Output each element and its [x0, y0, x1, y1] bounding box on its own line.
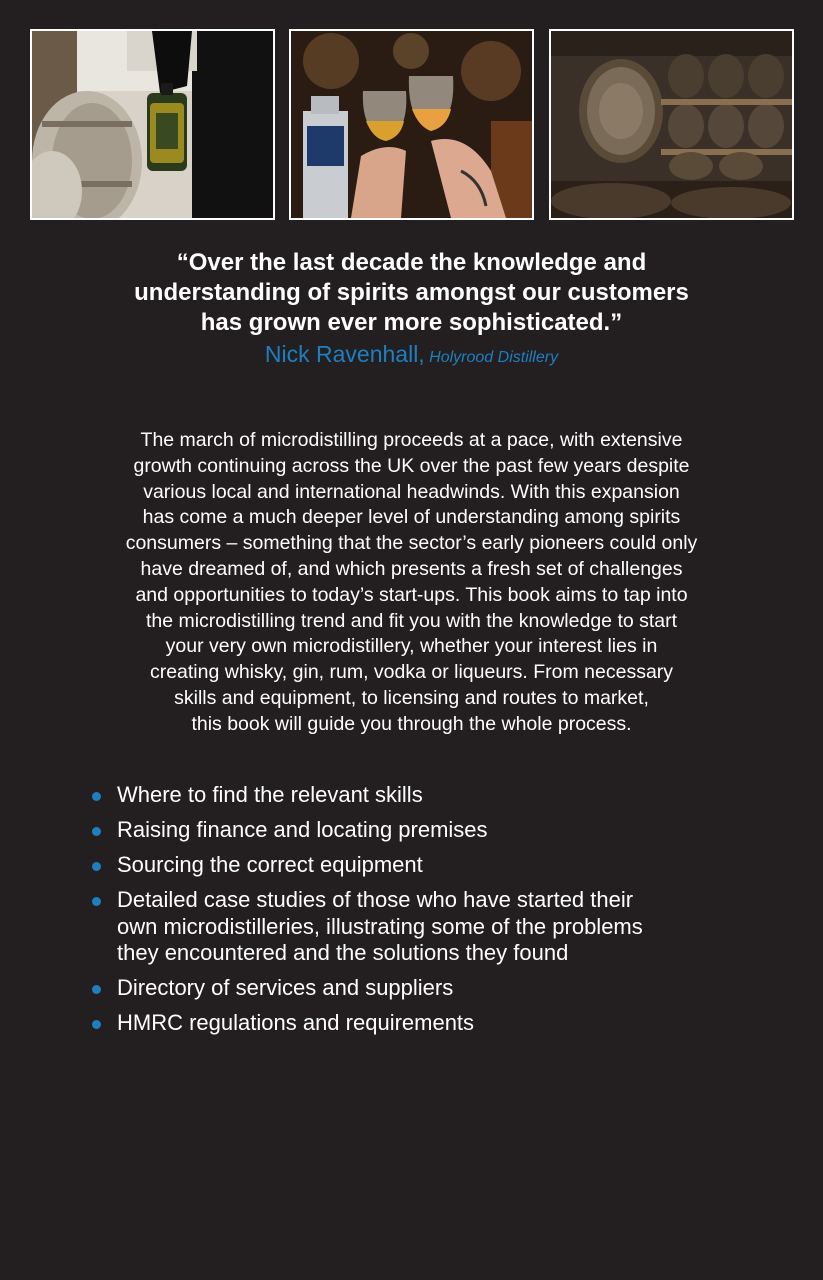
bullet-icon: [92, 1020, 101, 1029]
description-line: your very own microdistillery, whether your interest lies in: [165, 635, 658, 658]
bullet-icon: [92, 897, 101, 906]
list-item: [90, 975, 790, 1002]
list-item-text: Sourcing the correct equipment: [117, 852, 423, 877]
description-line: this book will guide you through the whole process.: [191, 712, 632, 735]
quote-attribution: [60, 341, 763, 368]
description-line: have dreamed of, and which presents a fresh set of challenges: [140, 557, 683, 580]
list-item-text: Raising finance and locating premises: [117, 817, 488, 842]
list-item-text: they encountered and the solutions they found: [117, 940, 569, 965]
list-item: [90, 887, 790, 967]
description-line: various local and international headwinds. With this expansion: [143, 480, 680, 503]
glencairn-glasses-toast-photo: [289, 29, 534, 220]
bullet-icon: [92, 862, 101, 871]
bullet-icon: [92, 792, 101, 801]
whisky-casks-photo: [549, 29, 794, 220]
bullet-icon: [92, 827, 101, 836]
list-item: [90, 817, 790, 844]
description-line: creating whisky, gin, rum, vodka or liqueurs. From necessary: [149, 661, 674, 684]
list-item: [90, 1010, 790, 1037]
bullet-icon: [92, 985, 101, 994]
list-item-text: own microdistilleries, illustrating some of the problems: [117, 913, 643, 939]
list-item-text: Directory of services and suppliers: [117, 975, 454, 1000]
description-line: growth continuing across the UK over the past few years despite: [133, 454, 690, 477]
pull-quote: [60, 248, 763, 338]
description-line: the microdistilling trend and fit you with the knowledge to start: [145, 609, 678, 632]
list-item-text: HMRC regulations and requirements: [117, 1010, 475, 1035]
quote-organization: Holyrood Distillery: [429, 349, 559, 366]
list-item-text: Where to find the relevant skills: [117, 782, 423, 807]
quote-author: Nick Ravenhall,: [264, 341, 425, 367]
quote-line: has grown ever more sophisticated.”: [200, 309, 623, 336]
quote-line: “Over the last decade the knowledge and: [176, 249, 647, 276]
list-item: [90, 782, 790, 809]
feature-list: [90, 782, 790, 1045]
description-line: The march of microdistilling proceeds at a pace, with extensive: [140, 429, 683, 451]
list-item: [90, 852, 790, 879]
description-line: skills and equipment, to licensing and routes to market,: [174, 686, 649, 709]
description-line: has come a much deeper level of understanding among spirits: [142, 506, 681, 529]
description-line: and opportunities to today’s start-ups. This book aims to tap into: [135, 583, 688, 606]
quote-line: understanding of spirits amongst our customers: [134, 279, 689, 306]
photo-strip: [30, 29, 794, 219]
description-line: consumers – something that the sector’s early pioneers could only: [125, 532, 698, 555]
list-item-text: Detailed case studies of those who have started their: [117, 887, 634, 912]
book-description: [40, 428, 783, 738]
whisky-bottle-photo: [30, 29, 275, 220]
